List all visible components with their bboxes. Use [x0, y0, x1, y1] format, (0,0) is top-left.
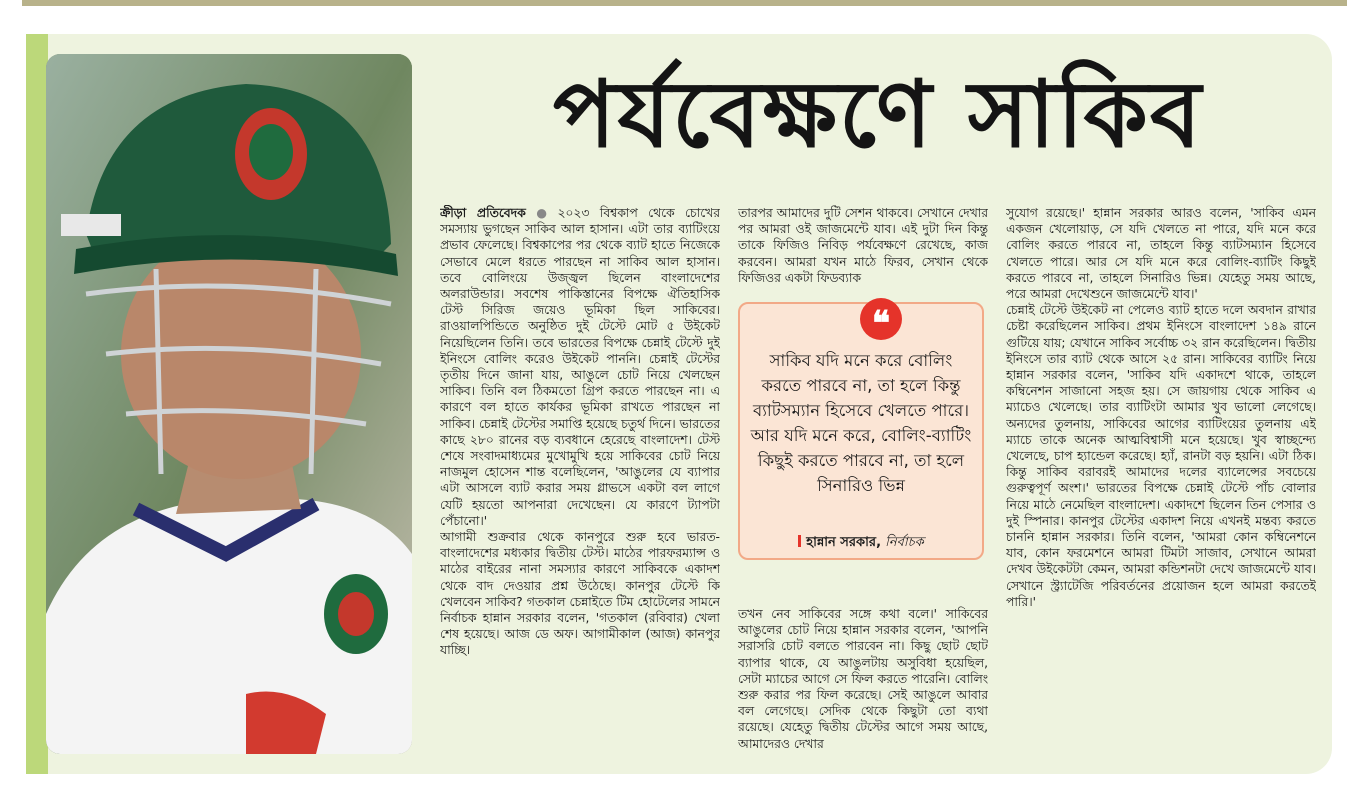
paragraph: ২০২৩ বিশ্বকাপ থেকে চোখের সমস্যায় ভুগছেন সাকিব আল হাসান। এটা তার ব্যাটিংয়ে প্রভাব ফেলেছে। বিশ্বকাপের পর থেকে ব্যাট হাতে নিজেকে সেভাবে মেলে ধরতে পারছেন না সাকিব আল হাসান। তবে বোলিংয়ে উজ্জ্বল ছিলেন বাংলাদেশের অলরাউন্ডার। সবশেষ পাকিস্তানের বিপক্ষে ঐতিহাসিক টেস্ট সিরিজ জয়েও ভূমিকা ছিল সাকিবের। রাওয়ালপিন্ডিতে অনুষ্ঠিত দুই টেস্টে মোট ৫ উইকেট নিয়েছিলেন তিনি। তবে ভারতের বিপক্ষে চেন্নাই টেস্টে দুই ইনিংসে বোলিং করেও উইকেট পাননি। চেন্নাই টেস্টের তৃতীয় দিনে জানা যায়, আঙুলে চোট নিয়ে খেলছেন সাকিব। তিনি বল ঠিকমতো গ্রিপ করতে পারছেন না। এ কারণে বল হাতে কার্যকর ভূমিকা রাখতে পারছেন না সাকিব। চেন্নাই টেস্টের সমাপ্তি হয়েছে চতুর্থ দিনে। ভারতের কাছে ২৮০ রানের বড় ব্যবধানে হেরেছে বাংলাদেশ। টেস্ট শেষে সংবাদমাধ্যমের মুখোমুখি হয়ে সাকিবের চোট নিয়ে নাজমুল হোসেন শান্ত বলেছিলেন, 'আঙুলের যে ব্যাপার এটা আসলে ব্যাট করার সময় গ্লাভসে একটা বল লাগে যেটি হয়তো আপনারা দেখেছেন। যে কারণে ট্যাপটা পেঁচানো।' [440, 206, 720, 528]
headline: পর্যবেক্ষণে সাকিব [552, 60, 1204, 168]
pull-quote-text: সাকিব যদি মনে করে বোলিং করতে পারবে না, তা হলে কিন্তু ব্যাটসম্যান হিসেবে খেলতে পারে। আর যদি মনে করে, বোলিং-ব্যাটিং কিছুই করতে পারবে না, তা হলে সিনারিও ভিন্ন [750, 351, 972, 495]
attribution-bar [798, 535, 801, 547]
paragraph: চেন্নাই টেস্টে উইকেট না পেলেও ব্যাট হাতে দলে অবদান রাখার চেষ্টা করেছিলেন সাকিব। প্রথম ইনিংসে বাংলাদেশ ১৪৯ রানে গুটিয়ে যায়; যেখানে সাকিব সর্বোচ্চ ৩২ রান করেছিলেন। দ্বিতীয় ইনিংসে তার ব্যাট থেকে আসে ২৫ রান। সাকিবের ব্যাটিং নিয়ে হান্নান সরকার বলেন, 'সাকিব যদি একাদশে থাকে, তাহলে কম্বিনেশন সাজানো সহজ হয়। সে জায়গায় থেকে সাকিব এ ম্যাচেও খেলেছে। তার ব্যাটিংটা আমার খুব ভালো লেগেছে। অন্যদের তুলনায়, সাকিবের আগের ব্যাটিংয়ের তুলনায় এই ম্যাচে তাকে অনেক আত্মবিশ্বাসী মনে হয়েছে। খুব স্বাচ্ছন্দ্যে খেলেছে, চাপ হ্যান্ডেল করেছে। হ্যাঁ, রানটা বড় হয়নি। এটা ঠিক। কিন্তু সাকিব বরাবরই আমাদের দলের ব্যালেন্সের সবচেয়ে গুরুত্বপূর্ণ অংশ।' ভারতের বিপক্ষে চেন্নাই টেস্টে পাঁচ বোলার নিয়ে মাঠে নেমেছিল বাংলাদেশ। একাদশে ছিলেন তিন পেসার ও দুই স্পিনার। কানপুর টেস্টের একাদশ নিয়ে এখনই মন্তব্য করতে চাননি হান্নান সরকার। তিনি বলেন, 'আমরা কোন কম্বিনেশনে যাব, কোন ফরমেশনে আমরা টিমটা সাজাব, সেখানে আমরা দেখব উইকেটটা কেমন, আমরা কন্ডিশনটা দেখে জাজমেন্টে যাব। সেখানে স্ট্র্যাটেজি পরিবর্তনের প্রয়োজন হলে আমরা করতেই পারি।' [1006, 303, 1316, 609]
panel-accent-edge [26, 34, 48, 774]
byline-dot-icon: ● [529, 206, 554, 220]
paragraph: তারপর আমাদের দুটি সেশন থাকবে। সেখানে দেখার পর আমরা ওই জাজমেন্টে যাব। এই দুটা দিন কিন্তু তাকে ফিজিও নিবিড় পর্যবেক্ষণে রেখেছে, কাজ করবেন। আমরা যখন মাঠে ফিরব, সেখান থেকে ফিজিওর একটা ফিডব্যাক [738, 206, 988, 285]
byline: ক্রীড়া প্রতিবেদক [440, 206, 526, 220]
paragraph: তখন নেব সাকিবের সঙ্গে কথা বলে।' সাকিবের আঙুলের চোট নিয়ে হান্নান সরকার বলেন, 'আপনি সরাসরি চোট বলতে পারবেন না। কিছু ছোট ছোট ব্যাপার থাকে, যে আঙুলটায় অসুবিধা হয়েছিল, সেটা ম্যাচের আগে সে ফিল করতে পারেনি। বোলিং শুরু করার পর ফিল করেছে। সেই আঙুলে আবার বল লেগেছে। সেদিক থেকে কিছুটা তো ব্যথা রয়েছে। যেহেতু দ্বিতীয় টেস্টের আগে সময় আছে, আমাদেরও দেখার [738, 607, 988, 751]
quote-mark-icon: ❝ [860, 298, 902, 340]
article-column-1 [440, 205, 720, 760]
quote-author-role: নির্বাচক [885, 535, 924, 550]
article-column-3 [1006, 205, 1316, 760]
player-photo [46, 54, 412, 754]
quote-author: হান্নান সরকার, [806, 535, 882, 550]
paragraph: সুযোগ রয়েছে।' হান্নান সরকার আরও বলেন, 'সাকিব এমন একজন খেলোয়াড়, সে যদি খেলতে না পারে, যদি মনে করে বোলিং করতে পারবে না, তাহলে কিন্তু ব্যাটসম্যান হিসেবে খেলতে পারে। আর সে যদি মনে করে বোলিং-ব্যাটিং কিছুই করতে পারবে না, তাহলে সিনারিও ভিন্ন। যেহেতু সময় আছে, পরে আমরা দেখেশুনে জাজমেন্টে যাব।' [1006, 206, 1316, 302]
article-column-2-bottom [738, 606, 988, 761]
paragraph: আগামী শুক্রবার থেকে কানপুরে শুরু হবে ভারত-বাংলাদেশের মধ্যকার দ্বিতীয় টেস্ট। মাঠের পারফরম্যান্স ও মাঠের বাইরের নানা সমস্যার কারণে সাকিবকে একাদশ থেকে বাদ দেওয়ার প্রশ্ন উঠেছে। কানপুর টেস্টে কি খেলবেন সাকিব? গতকাল চেন্নাইতে টিম হোটেলের সামনে নির্বাচক হান্নান সরকার বলেন, 'গতকাল (রবিবার) খেলা শেষ হয়েছে। আজ ডে অফ। আগামীকাল (আজ) কানপুর যাচ্ছি। [440, 530, 720, 658]
top-rule [22, 0, 1347, 6]
article-column-2-top [738, 205, 988, 288]
player-illustration [46, 54, 412, 754]
pull-quote-attribution [750, 534, 972, 552]
